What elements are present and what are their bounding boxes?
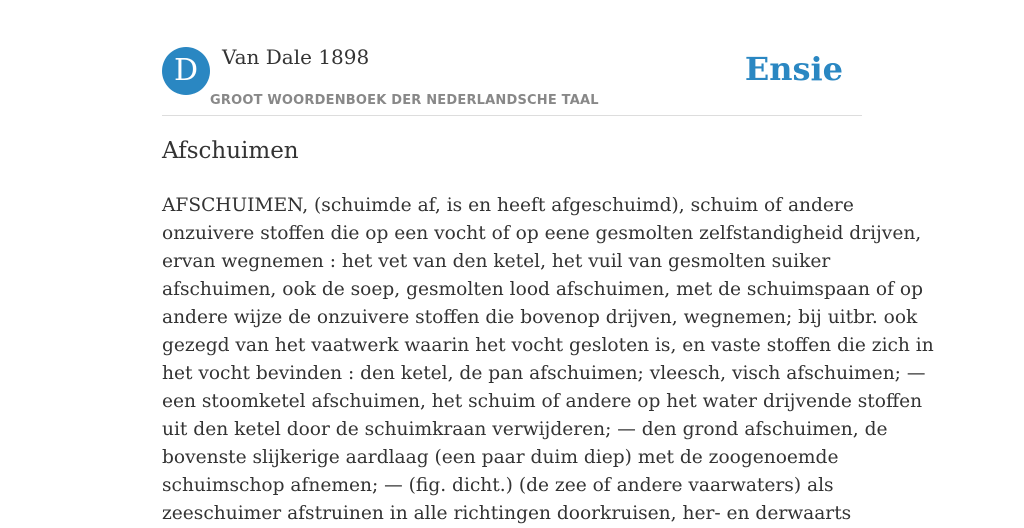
ensie-brand-logo[interactable]: Ensie (744, 50, 843, 88)
definition-line: een stoomketel afschuimen, het schuim of andere op het water drijvende stoffen (162, 391, 923, 412)
definition-line: ervan wegnemen : het vet van den ketel, het vuil van gesmolten suiker (162, 251, 831, 272)
definition-line: schuimschop afnemen; — (fig. dicht.) (de zee of andere vaarwaters) als (162, 475, 834, 496)
definition-line: andere wijze de onzuivere stoffen die bovenop drijven, wegnemen; bij uitbr. ook (162, 307, 918, 328)
definition-line: afschuimen, ook de soep, gesmolten lood afschuimen, met de schuimspaan of op (162, 279, 923, 300)
definition-line: zeeschuimer afstruinen in alle richtingen doorkruisen, her- en derwaarts (162, 503, 852, 524)
definition-line: onzuivere stoffen die op een vocht of op eene gesmolten zelfstandigheid drijven, (162, 223, 922, 244)
header (162, 0, 862, 116)
definition-line: gezegd van het vaatwerk waarin het vocht gesloten is, en vaste stoffen die zich in (162, 335, 934, 356)
definition-line: uit den ketel door de schuimkraan verwijderen; — den grond afschuimen, de (162, 419, 888, 440)
definition-line: bovenste slijkerige aardlaag (een paar duim diep) met de zoogenoemde (162, 447, 839, 468)
dictionary-logo-icon[interactable]: D (162, 47, 210, 95)
definition-line: AFSCHUIMEN, (schuimde af, is en heeft afgeschuimd), schuim of andere (162, 195, 854, 216)
entry-definition (162, 192, 934, 528)
entry-title: Afschuimen (162, 138, 299, 164)
definition-line: het vocht bevinden : den ketel, de pan afschuimen; vleesch, visch afschuimen; — (162, 363, 926, 384)
content-container (162, 0, 934, 524)
dictionary-name-link[interactable]: Van Dale 1898 (222, 45, 370, 69)
dictionary-subtitle: GROOT WOORDENBOEK DER NEDERLANDSCHE TAAL (210, 93, 599, 108)
